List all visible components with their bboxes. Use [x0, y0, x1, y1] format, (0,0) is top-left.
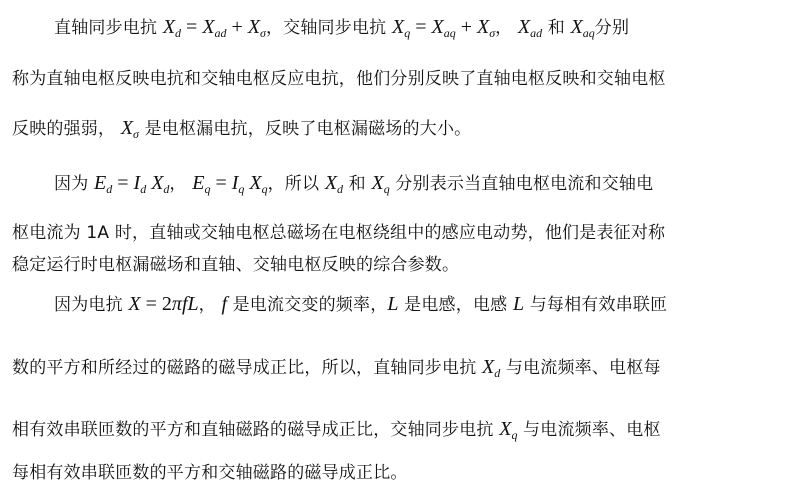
p3-line-1 — [54, 293, 667, 316]
text: 因为 — [54, 174, 89, 194]
text: 与电流频率、电枢 — [523, 420, 661, 440]
text: ，所以 — [267, 174, 320, 194]
text: 因为电抗 — [54, 295, 123, 315]
p3-line-2 — [12, 356, 661, 379]
text: 是电感，电感 — [404, 295, 508, 315]
text: 分别 — [594, 18, 630, 38]
symbol-xd: $X_d$ — [482, 356, 501, 380]
p1-line-1 — [54, 16, 629, 39]
symbol-xsigma: $X_\sigma$ — [120, 117, 139, 141]
text: 是电枢漏电抗，反映了电枢漏磁场的大小。 — [144, 119, 472, 139]
text: 反映的强弱， — [12, 119, 116, 139]
symbol-l: L — [387, 293, 399, 315]
symbol-xq: $X_q$ — [371, 172, 390, 196]
text: 分别表示当直轴电枢电流和交轴电 — [395, 174, 654, 194]
text: ， — [495, 18, 513, 38]
p3-line-3 — [12, 418, 661, 441]
text: ， — [169, 174, 187, 194]
text: ，交轴同步电抗 — [265, 18, 387, 38]
formula-reactance: X = 2πfL — [128, 293, 199, 315]
symbol-xad: $X_{ad}$ — [517, 16, 543, 40]
p1-line-3 — [12, 117, 471, 140]
p1-line-2: 称为直轴电枢反映电抗和交轴电枢反应电抗，他们分别反映了直轴电枢反映和交轴电枢 — [12, 69, 666, 89]
symbol-l: L — [512, 293, 525, 315]
text: 与电流频率、电枢每 — [505, 358, 661, 378]
text: 和 — [547, 18, 565, 38]
text: 和 — [348, 174, 366, 194]
formula-xd-definition: $X_d = X_{ad} + X_\sigma$ — [162, 16, 266, 40]
p2-line-2: 枢电流为 1A 时，直轴或交轴电枢总磁场在电枢绕组中的感应电动势，他们是表征对称 — [12, 223, 666, 243]
text: 与每相有效串联匝 — [529, 295, 668, 315]
text: 直轴同步电抗 — [54, 18, 158, 38]
p2-line-1 — [54, 172, 653, 195]
formula-xq-definition: $X_q = X_{aq} + X_\sigma$ — [391, 16, 496, 40]
text: 相有效串联匝数的平方和直轴磁路的磁导成正比，交轴同步电抗 — [12, 420, 494, 440]
symbol-f: f — [221, 293, 227, 315]
text: 是电流交变的频率， — [232, 295, 388, 315]
formula-ed: $E_d = I_d$ $X_d$ — [94, 172, 170, 196]
text: 数的平方和所经过的磁路的磁导成正比，所以，直轴同步电抗 — [12, 358, 477, 378]
p2-line-3: 稳定运行时电枢漏磁场和直轴、交轴电枢反映的综合参数。 — [12, 255, 460, 275]
p3-line-4: 每相有效串联匝数的平方和交轴磁路的磁导成正比。 — [12, 463, 408, 483]
text: ， — [198, 295, 216, 315]
formula-eq: $E_q = I_q$ $X_q$ — [192, 172, 268, 196]
symbol-xd: $X_d$ — [324, 172, 344, 196]
symbol-xaq: $X_{aq}$ — [570, 16, 595, 40]
symbol-xq: $X_q$ — [499, 418, 518, 442]
